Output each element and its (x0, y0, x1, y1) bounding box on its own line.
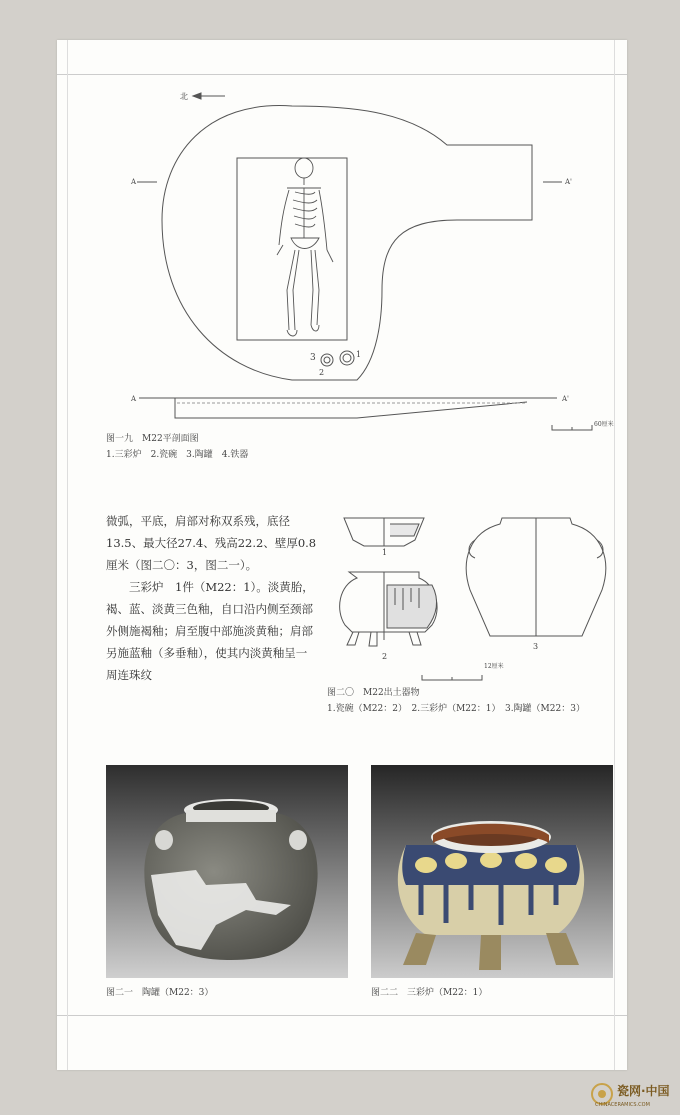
fig20-scale-label: 12厘米 (484, 663, 504, 670)
document-page (57, 40, 627, 1070)
fig22-caption: 图二二 三彩炉（M22：1） (371, 988, 488, 998)
section-a-right-label: A' (565, 178, 572, 186)
logo-text: 瓷网·中国 (617, 1084, 670, 1098)
fig20-caption-title: 图二〇 M22出土器物 (327, 688, 420, 698)
artifact-drawings (57, 40, 627, 720)
section-a-left-label: A (131, 178, 137, 186)
bottom-rule (57, 1015, 627, 1016)
jar-drawing (466, 518, 606, 636)
item-number-3: 3 (310, 353, 316, 363)
fig20-num-1: 1 (382, 548, 388, 557)
site-logo (590, 1080, 675, 1110)
fig20-num-3: 3 (533, 642, 539, 651)
item-number-1: 1 (356, 350, 362, 359)
censer-photo (371, 765, 613, 978)
censer-drawing (340, 572, 437, 646)
fig20-caption-items: 1.瓷碗（M22：2） 2.三彩炉（M22：1） 3.陶罐（M22：3） (327, 704, 585, 714)
item-number-2: 2 (319, 368, 325, 377)
bowl-drawing (344, 518, 424, 546)
section-a-left-label-2: A (131, 395, 137, 403)
body-paragraph-1: 微弧，平底，肩部对称双系残，底径13.5、最大径27.4、残高22.2、壁厚0.8厘米（图二〇：3，图二一）。 (106, 514, 317, 572)
fig19-caption-items: 1.三彩炉 2.瓷碗 3.陶罐 4.铁器 (106, 450, 249, 460)
north-label: 北 (180, 92, 188, 101)
logo-subtext: CHINACERAMICS.COM (595, 1102, 650, 1108)
fig19-caption-title: 图一九 M22平剖面图 (106, 434, 199, 444)
body-paragraph-2: 三彩炉 1件（M22：1）。淡黄胎，褐、蓝、淡黄三色釉，自口沿内侧至颈部外侧施褐釉；肩至腹中部施淡黄釉；肩部另施蓝釉（多垂釉），使其内淡黄釉呈一周连珠纹 (106, 580, 314, 682)
section-a-right-label-2: A' (562, 395, 569, 403)
scale-bar-fig20 (422, 675, 482, 680)
fig20-num-2: 2 (382, 652, 388, 661)
fig19-scale-label: 60厘米 (594, 421, 614, 428)
jar-photo (106, 765, 348, 978)
fig21-caption: 图二一 陶罐（M22：3） (106, 988, 214, 998)
